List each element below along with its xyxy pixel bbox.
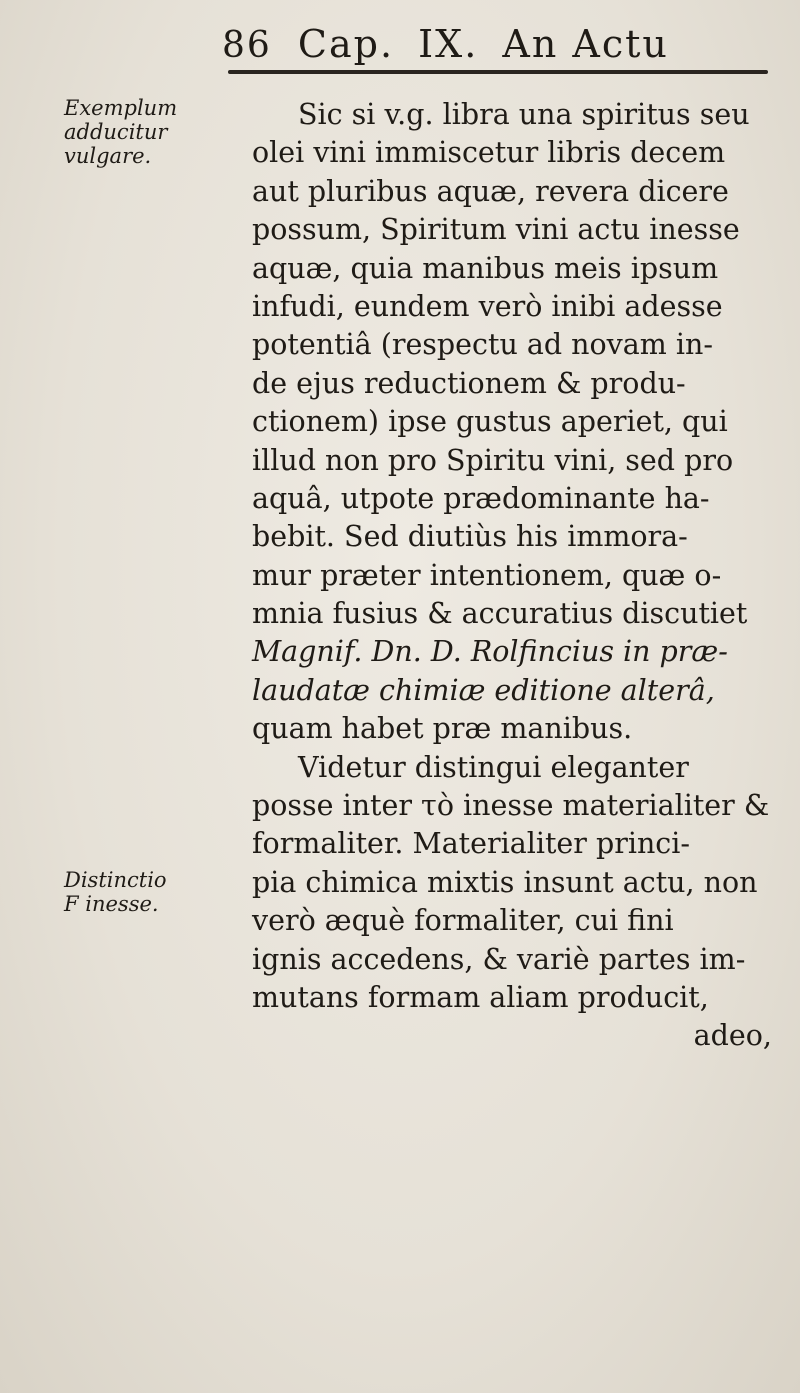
text-line: aquæ, quia manibus meis ipsum — [252, 251, 719, 285]
marginal-note-line: Exemplum — [64, 96, 178, 120]
text-line: laudatæ chimiæ editione alterâ, — [252, 673, 715, 707]
text-line: potentiâ (respectu ad novam in- — [252, 328, 713, 362]
header-rule — [228, 70, 768, 74]
text-line: posse inter τὸ inesse materialiter & — [252, 789, 770, 823]
text-line: mur præter intentionem, quæ o- — [252, 558, 722, 592]
text-line: Videtur distingui eleganter — [298, 750, 689, 784]
running-title: An Actu — [502, 22, 669, 66]
text-line: infudi, eundem verò inibi adesse — [252, 289, 723, 323]
text-line: bebit. Sed diutiùs his immora- — [252, 520, 688, 554]
text-line: mnia fusius & accuratius discutiet — [252, 597, 748, 631]
text-line: olei vini immiscetur libris decem — [252, 136, 726, 170]
chapter-prefix: Cap. — [297, 22, 395, 66]
text-line: possum, Spiritum vini actu inesse — [252, 213, 740, 247]
text-line: aut pluribus aquæ, revera dicere — [252, 174, 729, 208]
text-line: formaliter. Materialiter princi- — [252, 827, 691, 861]
marginal-note-line: Distinctio — [64, 868, 167, 892]
text-line: quam habet præ manibus. — [252, 712, 633, 746]
text-line: verò æquè formaliter, cui fini — [252, 904, 674, 938]
text-line: adeo, — [693, 1019, 772, 1053]
text-line: Magnif. Dn. D. Rolfincius in præ- — [252, 635, 728, 669]
text-line: aquâ, utpote prædominante ha- — [252, 481, 710, 515]
running-header — [222, 22, 669, 70]
text-line: de ejus reductionem & produ- — [252, 366, 686, 400]
text-line: ctionem) ipse gustus aperiet, qui — [252, 405, 728, 439]
page-number: 86 — [222, 25, 272, 66]
body-text — [252, 96, 792, 1056]
marginal-note-line: adducitur — [64, 120, 168, 144]
text-line: ignis accedens, & variè partes im- — [252, 942, 746, 976]
text-line: pia chimica mixtis insunt actu, non — [252, 865, 758, 899]
chapter-number: IX. — [418, 22, 479, 66]
marginal-note-line: vulgare. — [64, 144, 152, 168]
text-line: Sic si v.g. libra una spiritus seu — [298, 98, 750, 131]
marginal-note — [64, 96, 224, 168]
marginal-note-line: F inesse. — [64, 892, 159, 916]
text-line: illud non pro Spiritu vini, sed pro — [252, 443, 734, 477]
marginal-note — [64, 868, 224, 916]
text-line: mutans formam aliam producit, — [252, 980, 709, 1014]
